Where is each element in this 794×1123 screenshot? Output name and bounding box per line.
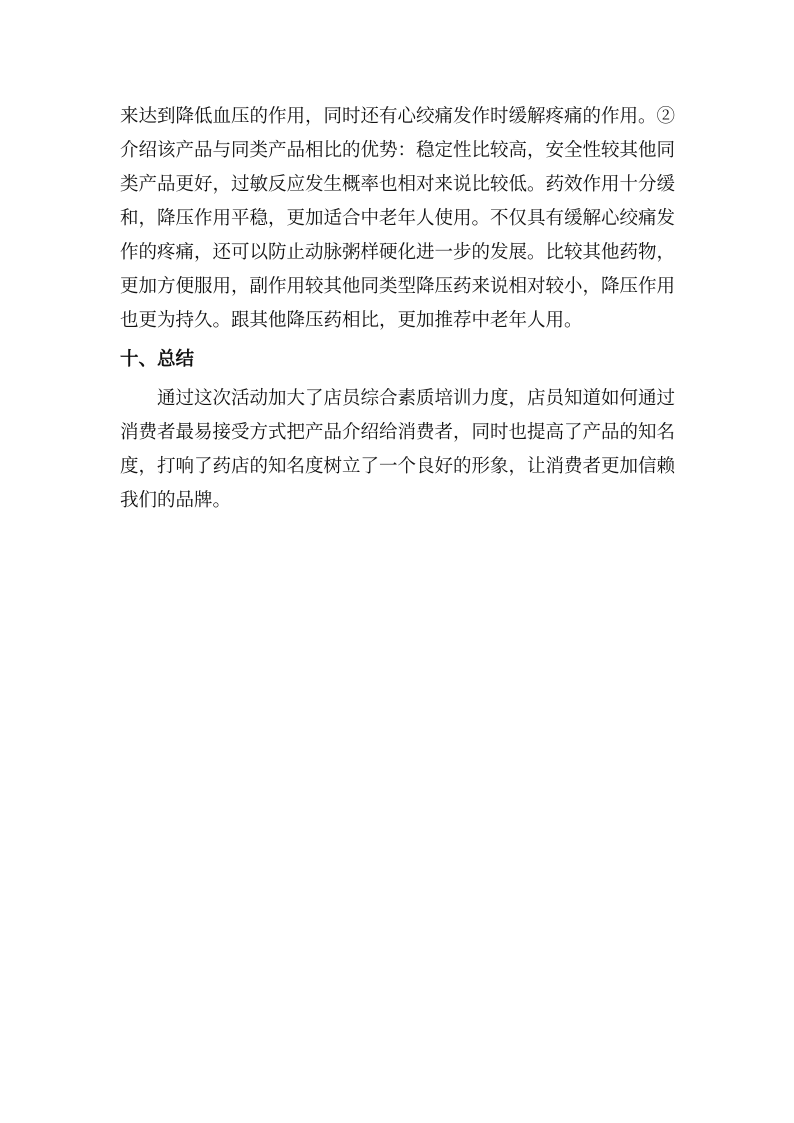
- paragraph-line: 类产品更好，过敏反应发生概率也相对来说比较低。药效作用十分缓: [120, 174, 676, 195]
- summary-paragraph: [120, 382, 680, 518]
- paragraph-line: 度，打响了药店的知名度树立了一个良好的形象，让消费者更加信赖: [120, 456, 676, 477]
- paragraph-line: 通过这次活动加大了店员综合素质培训力度，店员知道如何通过: [157, 388, 676, 409]
- paragraph-line: 来达到降低血压的作用，同时还有心绞痛发作时缓解疼痛的作用。②: [120, 106, 676, 127]
- paragraph-line: 作的疼痛，还可以防止动脉粥样硬化进一步的发展。比较其他药物，: [120, 242, 676, 263]
- paragraph-line: 我们的品牌。: [120, 490, 232, 511]
- paragraph-line: 消费者最易接受方式把产品介绍给消费者，同时也提高了产品的知名: [120, 422, 676, 443]
- document-body: [120, 100, 680, 518]
- paragraph-line: 介绍该产品与同类产品相比的优势：稳定性比较高，安全性较其他同: [120, 140, 676, 161]
- paragraph-line: 和，降压作用平稳，更加适合中老年人使用。不仅具有缓解心绞痛发: [120, 208, 676, 229]
- paragraph-line: 也更为持久。跟其他降压药相比，更加推荐中老年人用。: [120, 310, 583, 331]
- section-nine-paragraph: [120, 100, 680, 338]
- paragraph-line: 更加方便服用，副作用较其他同类型降压药来说相对较小，降压作用: [120, 276, 676, 297]
- section-heading-summary: 十、总结: [120, 349, 195, 370]
